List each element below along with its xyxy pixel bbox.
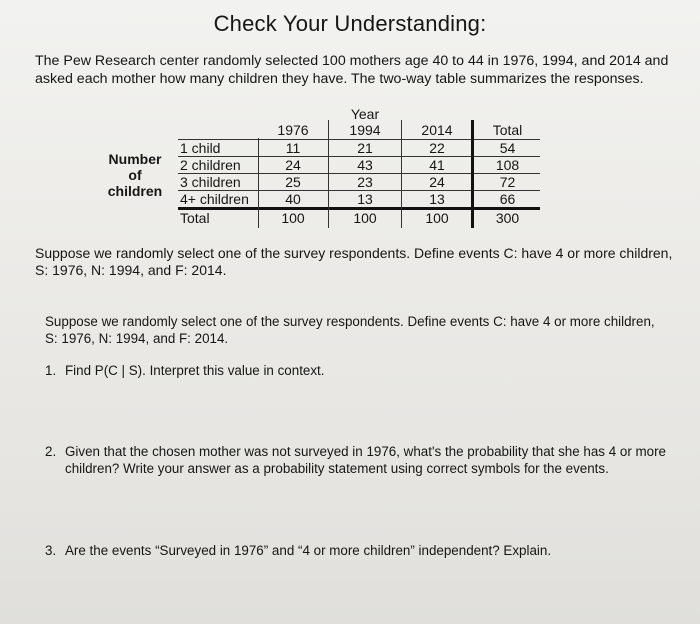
question-1-number: 1. <box>45 363 57 378</box>
table-rule-row2 <box>178 173 540 174</box>
table-rule-row3 <box>178 190 540 191</box>
cell-2children-total: 108 <box>495 157 520 173</box>
row-label-4plus-children: 4+ children <box>180 191 249 207</box>
cell-1child-total: 54 <box>499 140 516 156</box>
table-rule-totals <box>178 207 540 210</box>
cell-4plus-1976: 40 <box>285 191 301 207</box>
row-label-3-children: 3 children <box>180 174 241 190</box>
cell-3children-2014: 24 <box>429 174 445 190</box>
table-vrule-1976 <box>328 120 329 228</box>
row-label-1-child: 1 child <box>180 140 221 156</box>
cell-2children-1976: 24 <box>285 157 301 173</box>
paragraph-define-events-repeat: Suppose we randomly select one of the survey respondents. Define events C: have 4 or more children, S: 1976, N: 1994, and F: 2014. <box>45 314 655 346</box>
table-vrule-labels <box>258 138 259 228</box>
col-header-1994: 1994 <box>349 122 381 138</box>
intro-paragraph: The Pew Research center randomly selected 100 mothers age 40 to 44 in 1976, 1994, and 2014 and asked each mother how many children they have. The two-way table summarizes the responses. <box>35 53 669 87</box>
cell-3children-total: 72 <box>499 174 516 190</box>
two-way-table <box>0 0 700 240</box>
row-label-total: Total <box>180 210 210 226</box>
cell-3children-1994: 23 <box>357 174 373 190</box>
cell-4plus-2014: 13 <box>429 191 445 207</box>
cell-1child-2014: 22 <box>429 140 445 156</box>
table-rule-header <box>178 139 540 140</box>
row-group-label-line2: of <box>128 167 142 183</box>
cell-4plus-total: 66 <box>499 191 516 207</box>
col-header-total: Total <box>492 122 523 138</box>
question-2-text: Given that the chosen mother was not surveyed in 1976, what's the probability that she has 4 or more children? Write your answer as a probability statement using correct symbols for the events. <box>65 444 667 476</box>
table-vrule-total <box>471 120 474 228</box>
cell-1child-1994: 21 <box>357 140 373 156</box>
cell-total-1976: 100 <box>281 210 305 226</box>
question-3-number: 3. <box>45 543 57 558</box>
paragraph-define-events: Suppose we randomly select one of the survey respondents. Define events C: have 4 or more children, S: 1976, N: 1994, and F: 2014. <box>35 245 673 278</box>
row-label-2-children: 2 children <box>180 157 241 173</box>
cell-2children-2014: 41 <box>429 157 445 173</box>
question-1-text: Find P(C | S). Interpret this value in context. <box>65 363 325 378</box>
cell-3children-1976: 25 <box>285 174 301 190</box>
page-title: Check Your Understanding: <box>213 11 487 36</box>
question-3-text: Are the events “Surveyed in 1976” and “4 or more children” independent? Explain. <box>65 543 552 558</box>
question-2-number: 2. <box>45 444 57 459</box>
row-group-label-line3: children <box>107 183 163 199</box>
cell-total-grand: 300 <box>495 210 520 226</box>
cell-1child-1976: 11 <box>285 140 301 156</box>
cell-total-1994: 100 <box>353 210 377 226</box>
table-rule-row1 <box>178 156 540 157</box>
cell-total-2014: 100 <box>425 210 449 226</box>
table-vrule-1994 <box>401 120 402 228</box>
year-header: Year <box>350 106 380 122</box>
col-header-2014: 2014 <box>421 122 453 138</box>
row-group-label-line1: Number <box>108 151 162 167</box>
cell-2children-1994: 43 <box>357 157 373 173</box>
col-header-1976: 1976 <box>277 122 309 138</box>
cell-4plus-1994: 13 <box>357 191 373 207</box>
